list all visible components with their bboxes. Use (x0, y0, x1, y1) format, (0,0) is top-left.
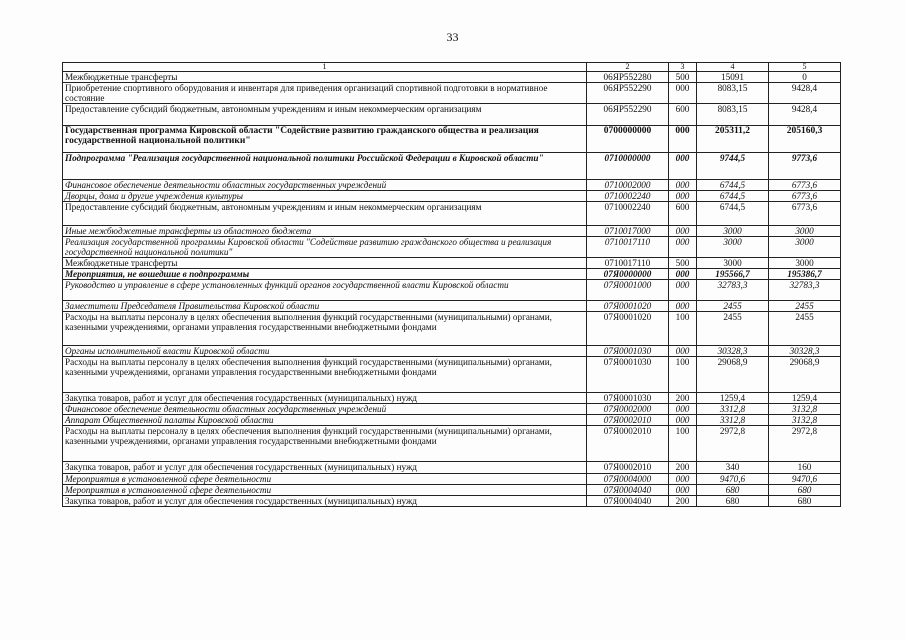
row-type-cell: 500 (669, 258, 697, 269)
row-value-cell: 6773,6 (769, 202, 841, 226)
row-name-cell: Межбюджетные трансферты (63, 72, 587, 83)
table-row (63, 226, 841, 237)
row-code-cell: 07Я0002010 (587, 426, 669, 462)
row-value-cell: 1259,4 (697, 393, 769, 404)
table-row (63, 126, 841, 153)
table-row (63, 393, 841, 404)
row-type-cell: 100 (669, 312, 697, 346)
row-type-cell: 000 (669, 226, 697, 237)
budget-table (62, 62, 841, 507)
row-code-cell: 07Я0001030 (587, 357, 669, 393)
row-name-cell: Предоставление субсидий бюджетным, автономным учреждениям и иным некоммерческим организациям (63, 202, 587, 226)
row-value-cell: 2455 (769, 301, 841, 312)
row-name-cell: Органы исполнительной власти Кировской области (63, 346, 587, 357)
row-value-cell: 9470,6 (697, 474, 769, 485)
row-type-cell: 000 (669, 269, 697, 280)
row-value-cell: 9428,4 (769, 83, 841, 104)
row-type-cell: 000 (669, 153, 697, 180)
row-code-cell: 06ЯР552280 (587, 72, 669, 83)
row-value-cell: 6744,5 (697, 180, 769, 191)
row-code-cell: 07Я0002010 (587, 462, 669, 474)
row-value-cell: 32783,3 (697, 280, 769, 301)
row-value-cell: 340 (697, 462, 769, 474)
table-row (63, 404, 841, 415)
row-value-cell: 680 (697, 485, 769, 496)
row-type-cell: 000 (669, 346, 697, 357)
row-value-cell: 205311,2 (697, 126, 769, 153)
row-code-cell: 07Я0004000 (587, 474, 669, 485)
header-cell: 4 (697, 63, 769, 72)
row-value-cell: 9773,6 (769, 153, 841, 180)
table-row (63, 153, 841, 180)
row-value-cell: 8083,15 (697, 83, 769, 104)
row-type-cell: 000 (669, 474, 697, 485)
row-type-cell: 100 (669, 426, 697, 462)
row-value-cell: 3000 (697, 258, 769, 269)
row-type-cell: 200 (669, 462, 697, 474)
row-name-cell: Межбюджетные трансферты (63, 258, 587, 269)
row-type-cell: 000 (669, 485, 697, 496)
row-value-cell: 680 (697, 496, 769, 507)
row-code-cell: 07Я0001020 (587, 301, 669, 312)
row-value-cell: 29068,9 (697, 357, 769, 393)
table-row (63, 83, 841, 104)
row-name-cell: Дворцы, дома и другие учреждения культуры (63, 191, 587, 202)
row-code-cell: 07Я0001030 (587, 393, 669, 404)
row-code-cell: 07Я0002010 (587, 415, 669, 426)
row-value-cell: 3000 (769, 226, 841, 237)
table-row (63, 415, 841, 426)
row-type-cell: 500 (669, 72, 697, 83)
table-row (63, 312, 841, 346)
row-value-cell: 2455 (697, 312, 769, 346)
row-type-cell: 000 (669, 280, 697, 301)
row-type-cell: 000 (669, 126, 697, 153)
header-cell: 3 (669, 63, 697, 72)
row-value-cell: 3132,8 (769, 415, 841, 426)
table-row (63, 357, 841, 393)
row-type-cell: 000 (669, 301, 697, 312)
row-value-cell: 9428,4 (769, 104, 841, 126)
row-code-cell: 07Я0002000 (587, 404, 669, 415)
table-row (63, 180, 841, 191)
row-type-cell: 000 (669, 83, 697, 104)
row-code-cell: 07Я0001020 (587, 312, 669, 346)
row-value-cell: 3312,8 (697, 404, 769, 415)
row-value-cell: 160 (769, 462, 841, 474)
row-name-cell: Аппарат Общественной палаты Кировской области (63, 415, 587, 426)
row-type-cell: 600 (669, 104, 697, 126)
row-name-cell: Мероприятия в установленной сфере деятельности (63, 474, 587, 485)
row-name-cell: Расходы на выплаты персоналу в целях обеспечения выполнения функций государственными (муниципальными) органами, казенными учреждениями, органами управления государственными внебюджетными фондами (63, 312, 587, 346)
row-value-cell: 9470,6 (769, 474, 841, 485)
row-type-cell: 200 (669, 393, 697, 404)
row-code-cell: 0710017000 (587, 226, 669, 237)
row-code-cell: 0710017110 (587, 258, 669, 269)
row-value-cell: 3132,8 (769, 404, 841, 415)
row-value-cell: 8083,15 (697, 104, 769, 126)
row-value-cell: 680 (769, 496, 841, 507)
row-type-cell: 000 (669, 415, 697, 426)
row-value-cell: 3312,8 (697, 415, 769, 426)
row-name-cell: Предоставление субсидий бюджетным, автономным учреждениям и иным некоммерческим организациям (63, 104, 587, 126)
table-row (63, 202, 841, 226)
row-code-cell: 0710002240 (587, 191, 669, 202)
table-row (63, 280, 841, 301)
row-code-cell: 0700000000 (587, 126, 669, 153)
row-code-cell: 0710017110 (587, 237, 669, 258)
table-row (63, 426, 841, 462)
row-name-cell: Закупка товаров, работ и услуг для обеспечения государственных (муниципальных) нужд (63, 393, 587, 404)
row-type-cell: 000 (669, 180, 697, 191)
row-code-cell: 0710000000 (587, 153, 669, 180)
table-row (63, 104, 841, 126)
row-value-cell: 29068,9 (769, 357, 841, 393)
header-cell: 2 (587, 63, 669, 72)
row-code-cell: 06ЯР552290 (587, 104, 669, 126)
row-value-cell: 205160,3 (769, 126, 841, 153)
row-name-cell: Подпрограмма "Реализация государственной национальной политики Российской Федерации в Кировской области" (63, 153, 587, 180)
row-value-cell: 3000 (769, 258, 841, 269)
table-row (63, 301, 841, 312)
row-type-cell: 600 (669, 202, 697, 226)
row-name-cell: Финансовое обеспечение деятельности областных государственных учреждений (63, 180, 587, 191)
table-row (63, 72, 841, 83)
row-code-cell: 07Я0004040 (587, 496, 669, 507)
row-value-cell: 195386,7 (769, 269, 841, 280)
row-code-cell: 0710002240 (587, 202, 669, 226)
row-value-cell: 3000 (697, 226, 769, 237)
row-type-cell: 100 (669, 357, 697, 393)
header-cell: 5 (769, 63, 841, 72)
row-value-cell: 6744,5 (697, 202, 769, 226)
row-value-cell: 2972,8 (697, 426, 769, 462)
row-name-cell: Мероприятия, не вошедшие в подпрограммы (63, 269, 587, 280)
row-code-cell: 0710002000 (587, 180, 669, 191)
row-value-cell: 15091 (697, 72, 769, 83)
row-type-cell: 200 (669, 496, 697, 507)
row-value-cell: 6744,5 (697, 191, 769, 202)
row-value-cell: 30328,3 (697, 346, 769, 357)
row-name-cell: Финансовое обеспечение деятельности областных государственных учреждений (63, 404, 587, 415)
header-cell: 1 (63, 63, 587, 72)
table-row (63, 462, 841, 474)
row-type-cell: 000 (669, 404, 697, 415)
row-value-cell: 0 (769, 72, 841, 83)
row-value-cell: 3000 (769, 237, 841, 258)
row-name-cell: Мероприятия в установленной сфере деятельности (63, 485, 587, 496)
row-code-cell: 07Я0000000 (587, 269, 669, 280)
row-value-cell: 32783,3 (769, 280, 841, 301)
row-name-cell: Закупка товаров, работ и услуг для обеспечения государственных (муниципальных) нужд (63, 496, 587, 507)
table-row (63, 237, 841, 258)
row-value-cell: 2972,8 (769, 426, 841, 462)
row-name-cell: Закупка товаров, работ и услуг для обеспечения государственных (муниципальных) нужд (63, 462, 587, 474)
table-row (63, 474, 841, 485)
row-value-cell: 6773,6 (769, 180, 841, 191)
row-name-cell: Реализация государственной программы Кировской области "Содействие развитию гражданского общества и реализация государственной национальной политики" (63, 237, 587, 258)
page-number: 33 (446, 30, 459, 44)
row-value-cell: 680 (769, 485, 841, 496)
row-code-cell: 06ЯР552290 (587, 83, 669, 104)
row-name-cell: Приобретение спортивного оборудования и инвентаря для приведения организаций спортивной подготовки в нормативное состояние (63, 83, 587, 104)
row-value-cell: 30328,3 (769, 346, 841, 357)
table-row (63, 269, 841, 280)
row-code-cell: 07Я0001000 (587, 280, 669, 301)
row-value-cell: 3000 (697, 237, 769, 258)
table-row (63, 191, 841, 202)
table-row (63, 346, 841, 357)
row-value-cell: 6773,6 (769, 191, 841, 202)
row-value-cell: 195566,7 (697, 269, 769, 280)
row-value-cell: 1259,4 (769, 393, 841, 404)
row-name-cell: Расходы на выплаты персоналу в целях обеспечения выполнения функций государственными (муниципальными) органами, казенными учреждениями, органами управления государственными внебюджетными фондами (63, 357, 587, 393)
row-name-cell: Государственная программа Кировской области "Содействие развитию гражданского общества и реализация государственной национальной политики" (63, 126, 587, 153)
row-value-cell: 2455 (769, 312, 841, 346)
row-name-cell: Руководство и управление в сфере установленных функций органов государственной власти Кировской области (63, 280, 587, 301)
table-row (63, 258, 841, 269)
table-row (63, 485, 841, 496)
row-value-cell: 2455 (697, 301, 769, 312)
row-name-cell: Иные межбюджетные трансферты из областного бюджета (63, 226, 587, 237)
row-code-cell: 07Я0004040 (587, 485, 669, 496)
row-value-cell: 9744,5 (697, 153, 769, 180)
row-type-cell: 000 (669, 191, 697, 202)
row-type-cell: 000 (669, 237, 697, 258)
row-name-cell: Заместители Председателя Правительства Кировской области (63, 301, 587, 312)
table-row (63, 496, 841, 507)
row-code-cell: 07Я0001030 (587, 346, 669, 357)
row-name-cell: Расходы на выплаты персоналу в целях обеспечения выполнения функций государственными (муниципальными) органами, казенными учреждениями, органами управления государственными внебюджетными фондами (63, 426, 587, 462)
header-row (63, 63, 841, 72)
